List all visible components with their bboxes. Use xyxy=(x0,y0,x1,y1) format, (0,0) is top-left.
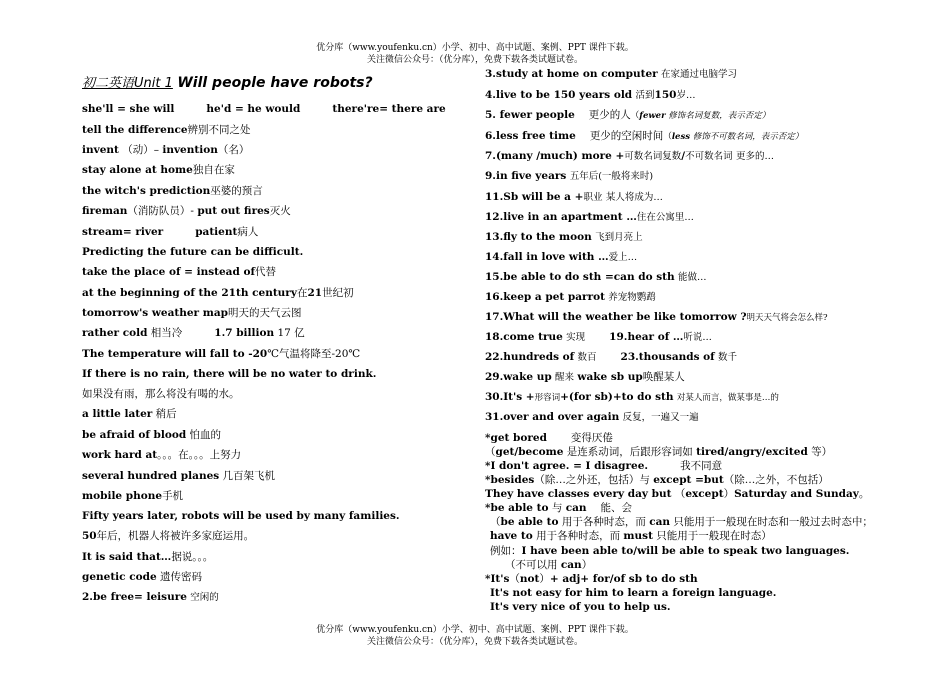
left-line-21: Fifty years later, robots will be used by many families. xyxy=(82,510,400,522)
left-line-14: If there is no rain, there will be no water to drink. xyxy=(82,368,377,380)
grammar-example-note: （不可以用 can） xyxy=(505,559,593,571)
left-line-17: be afraid of blood 怕血的 xyxy=(82,429,222,441)
left-line-18: work hard at。。。在。。。上努力 xyxy=(82,449,242,461)
left-line-22: 50年后，机器人将被许多家庭运用。 xyxy=(82,530,255,542)
right-item-9: 9.in five years 五年后(一般将来时) xyxy=(485,170,654,182)
grammar-its-adj: *It's（not）+ adj+ for/of sb to do sth xyxy=(485,573,698,585)
right-item-6: 6.less free time 更少的空闲时间（less 修饰不可数名词，表示否定） xyxy=(485,130,804,142)
left-line-10: at the beginning of the 21th century在21世纪初 xyxy=(82,287,354,299)
grammar-get-become-note: （get/become 是连系动词，后跟形容词如 tired/angry/excited 等） xyxy=(485,446,833,458)
left-line-19: several hundred planes 几百架飞机 xyxy=(82,470,276,482)
right-item-11: 11.Sb will be a +职业 某人将成为… xyxy=(485,191,663,203)
right-item-18-19: 18.come true 实现 19.hear of …听说… xyxy=(485,331,712,343)
grammar-its-example-1: It's not easy for him to learn a foreign language. xyxy=(490,587,777,599)
grammar-get-bored: *get bored 变得厌倦 xyxy=(485,432,613,444)
grammar-its-example-2: It's very nice of you to help us. xyxy=(490,601,671,613)
right-item-13: 13.fly to the moon 飞到月亮上 xyxy=(485,231,643,243)
grammar-be-able-to-note: （be able to 用于各种时态，而 can 只能用于一般现在时态和一般过去时态中； xyxy=(490,516,873,528)
left-line-12: rather cold 相当冷 1.7 billion 17 亿 xyxy=(82,327,305,339)
right-item-12: 12.live in an apartment …住在公寓里… xyxy=(485,211,694,223)
right-item-17: 17.What will the weather be like tomorrow ?明天天气将会怎么样? xyxy=(485,311,828,323)
left-line-2: tell the difference辨别不同之处 xyxy=(82,124,251,136)
left-line-5: the witch's prediction巫婆的预言 xyxy=(82,185,263,197)
page-footer xyxy=(0,624,950,648)
right-item-3: 3.study at home on computer 在家通过电脑学习 xyxy=(485,68,738,80)
right-item-29: 29.wake up 醒来 wake sb up唤醒某人 xyxy=(485,371,685,383)
right-item-15: 15.be able to do sth =can do sth 能做… xyxy=(485,271,707,283)
right-item-22-23: 22.hundreds of 数百 23.thousands of 数千 xyxy=(485,351,738,363)
left-line-8: Predicting the future can be difficult. xyxy=(82,246,304,258)
left-line-15: 如果没有雨，那么将没有喝的水。 xyxy=(82,388,240,400)
grammar-have-to-note: have to 用于各种时态，而 must 只能用于一般现在时态） xyxy=(490,530,772,542)
grammar-besides: *besides（除…之外还，包括）与 except =but（除…之外，不包括） xyxy=(485,474,829,486)
right-item-31: 31.over and over again 反复，一遍又一遍 xyxy=(485,411,699,423)
left-line-16: a little later 稍后 xyxy=(82,408,177,420)
header-line-2: 关注微信公众号：（优分库），免费下载各类试题试卷。 xyxy=(366,55,583,65)
right-item-4: 4.live to be 150 years old 活到150岁… xyxy=(485,89,696,101)
grammar-disagree: *I don't agree. = I disagree. 我不同意 xyxy=(485,460,723,472)
grammar-be-able-to: *be able to 与 can 能、会 xyxy=(485,502,633,514)
right-item-30: 30.It's +形容词+(for sb)+to do sth 对某人而言，做某事是…的 xyxy=(485,391,779,403)
left-line-20: mobile phone手机 xyxy=(82,490,184,502)
header-line-1: 优分库（www.youfenku.cn）小学、初中、高中试题、案例、PPT 课件下载。 xyxy=(316,43,634,53)
left-line-contractions: she'll = she will he'd = he would there're= there are xyxy=(82,103,446,115)
left-line-25: 2.be free= leisure 空闲的 xyxy=(82,591,219,603)
right-item-7: 7.(many /much) more +可数名词复数/不可数名词 更多的… xyxy=(485,150,774,162)
right-item-14: 14.fall in love with …爱上… xyxy=(485,251,638,263)
left-line-4: stay alone at home独自在家 xyxy=(82,164,235,176)
grammar-example: 例如：I have been able to/will be able to speak two languages. xyxy=(490,545,850,557)
left-line-3: invent （动）– invention（名） xyxy=(82,144,250,156)
left-line-24: genetic code 遗传密码 xyxy=(82,571,202,583)
left-line-13: The temperature will fall to -20℃气温将降至-20℃ xyxy=(82,348,361,360)
left-line-9: take the place of = instead of代替 xyxy=(82,266,276,278)
grammar-besides-example: They have classes every day but （except）Saturday and Sunday。 xyxy=(485,488,870,500)
left-line-7: stream= river patient病人 xyxy=(82,226,259,238)
page-title: 初二英语Unit 1 Will people have robots? xyxy=(82,75,373,91)
left-line-11: tomorrow's weather map明天的天气云图 xyxy=(82,307,302,319)
right-item-5: 5. fewer people 更少的人（fewer 修饰名词复数，表示否定） xyxy=(485,109,771,121)
right-item-16: 16.keep a pet parrot 养宠物鹦鹉 xyxy=(485,291,656,303)
left-line-23: It is said that…据说。。。 xyxy=(82,551,214,563)
left-line-6: fireman（消防队员）- put out fires灭火 xyxy=(82,205,291,217)
footer-line-1: 优分库（www.youfenku.cn）小学、初中、高中试题、案例、PPT 课件下载。 xyxy=(316,625,634,635)
page-header xyxy=(0,42,950,66)
footer-line-2: 关注微信公众号：（优分库），免费下载各类试题试卷。 xyxy=(366,637,583,647)
